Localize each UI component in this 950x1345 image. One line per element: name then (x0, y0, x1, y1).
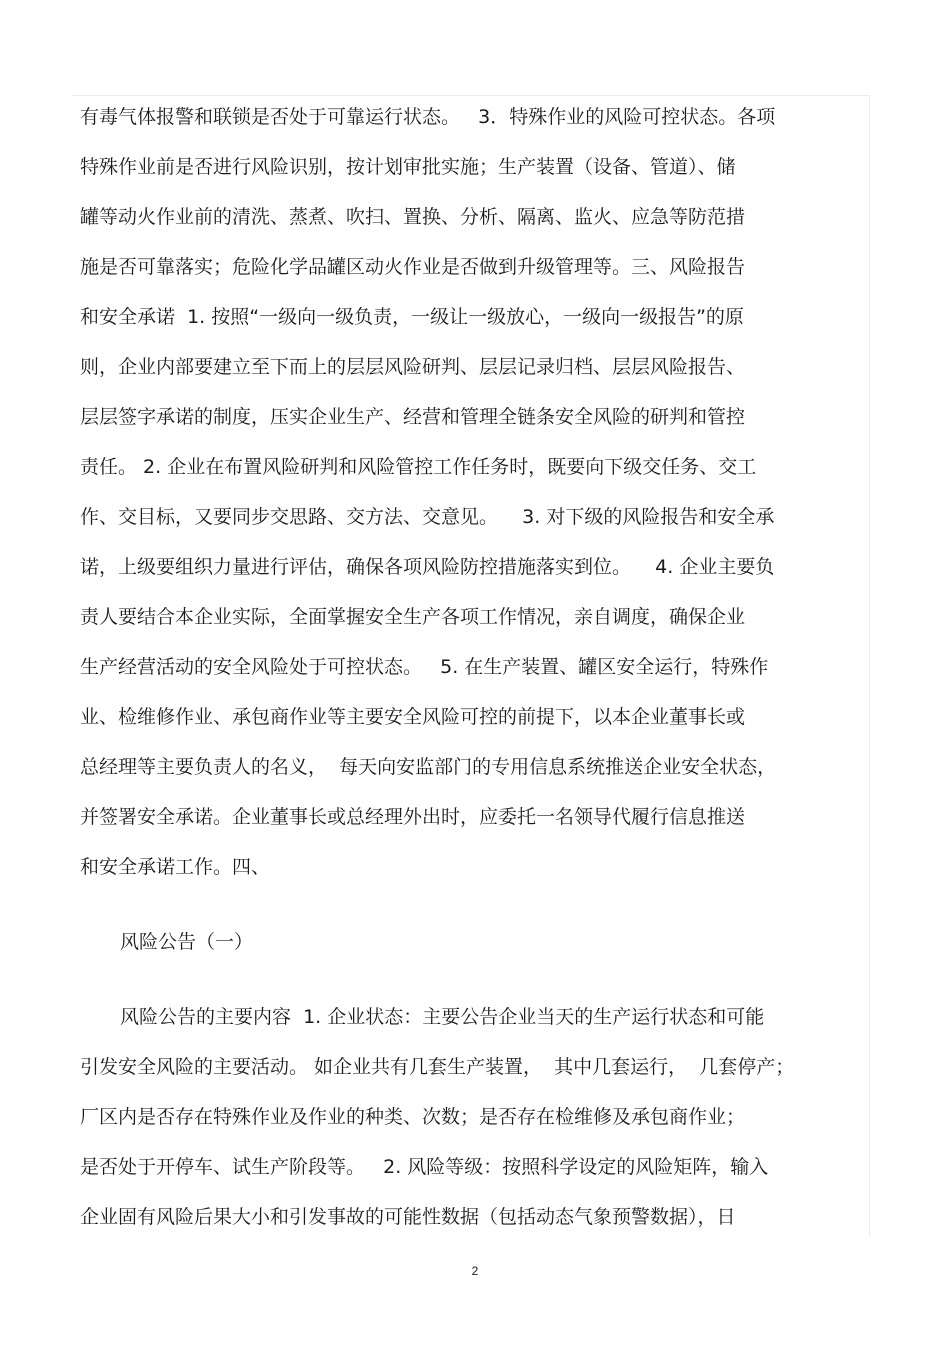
text-line: 则，企业内部要建立至下而上的层层风险研判、层层记录归档、层层风险报告、 (80, 356, 746, 378)
section-heading: 风险公告（一） (120, 931, 254, 953)
text-line: 总经理等主要负责人的名义， 每天向安监部门的专用信息系统推送企业安全状态， (80, 756, 777, 778)
text-line: 风险公告的主要内容 1. 企业状态：主要公告企业当天的生产运行状态和可能 (120, 1006, 765, 1028)
text-line: 有毒气体报警和联锁是否处于可靠运行状态。 3．特殊作业的风险可控状态。各项 (80, 106, 776, 128)
text-line: 和安全承诺 1. 按照“一级向一级负责，一级让一级放心，一级向一级报告”的原 (80, 306, 744, 328)
text-line: 厂区内是否存在特殊作业及作业的种类、次数；是否存在检维修及承包商作业； (80, 1106, 746, 1128)
text-line: 和安全承诺工作。四、 (80, 856, 271, 878)
text-line: 引发安全风险的主要活动。 如企业共有几套生产装置， 其中几套运行， 几套停产； (80, 1056, 795, 1078)
text-line: 作、交目标，又要同步交思路、交方法、交意见。 3. 对下级的风险报告和安全承 (80, 506, 775, 528)
text-line: 罐等动火作业前的清洗、蒸煮、吹扫、置换、分析、隔离、监火、应急等防范措 (80, 206, 746, 228)
text-line: 并签署安全承诺。企业董事长或总经理外出时，应委托一名领导代履行信息推送 (80, 806, 746, 828)
text-line: 责人要结合本企业实际，全面掌握安全生产各项工作情况，亲自调度，确保企业 (80, 606, 746, 628)
text-line: 企业固有风险后果大小和引发事故的可能性数据（包括动态气象预警数据），日 (80, 1206, 736, 1228)
text-line: 诺，上级要组织力量进行评估，确保各项风险防控措施落实到位。 4. 企业主要负 (80, 556, 775, 578)
page-border-right (869, 95, 870, 1237)
text-line: 是否处于开停车、试生产阶段等。 2. 风险等级：按照科学设定的风险矩阵，输入 (80, 1156, 769, 1178)
page-border-top (72, 95, 870, 96)
text-line: 生产经营活动的安全风险处于可控状态。 5. 在生产装置、罐区安全运行，特殊作 (80, 656, 769, 678)
text-line: 特殊作业前是否进行风险识别，按计划审批实施；生产装置（设备、管道）、储 (80, 156, 736, 178)
page-number: 2 (471, 1264, 479, 1278)
text-line: 业、检维修作业、承包商作业等主要安全风险可控的前提下，以本企业董事长或 (80, 706, 746, 728)
text-line: 施是否可靠落实；危险化学品罐区动火作业是否做到升级管理等。三、风险报告 (80, 256, 746, 278)
text-line: 层层签字承诺的制度，压实企业生产、经营和管理全链条安全风险的研判和管控 (80, 406, 746, 428)
text-line: 责任。 2. 企业在布置风险研判和风险管控工作任务时，既要向下级交任务、交工 (80, 456, 757, 478)
